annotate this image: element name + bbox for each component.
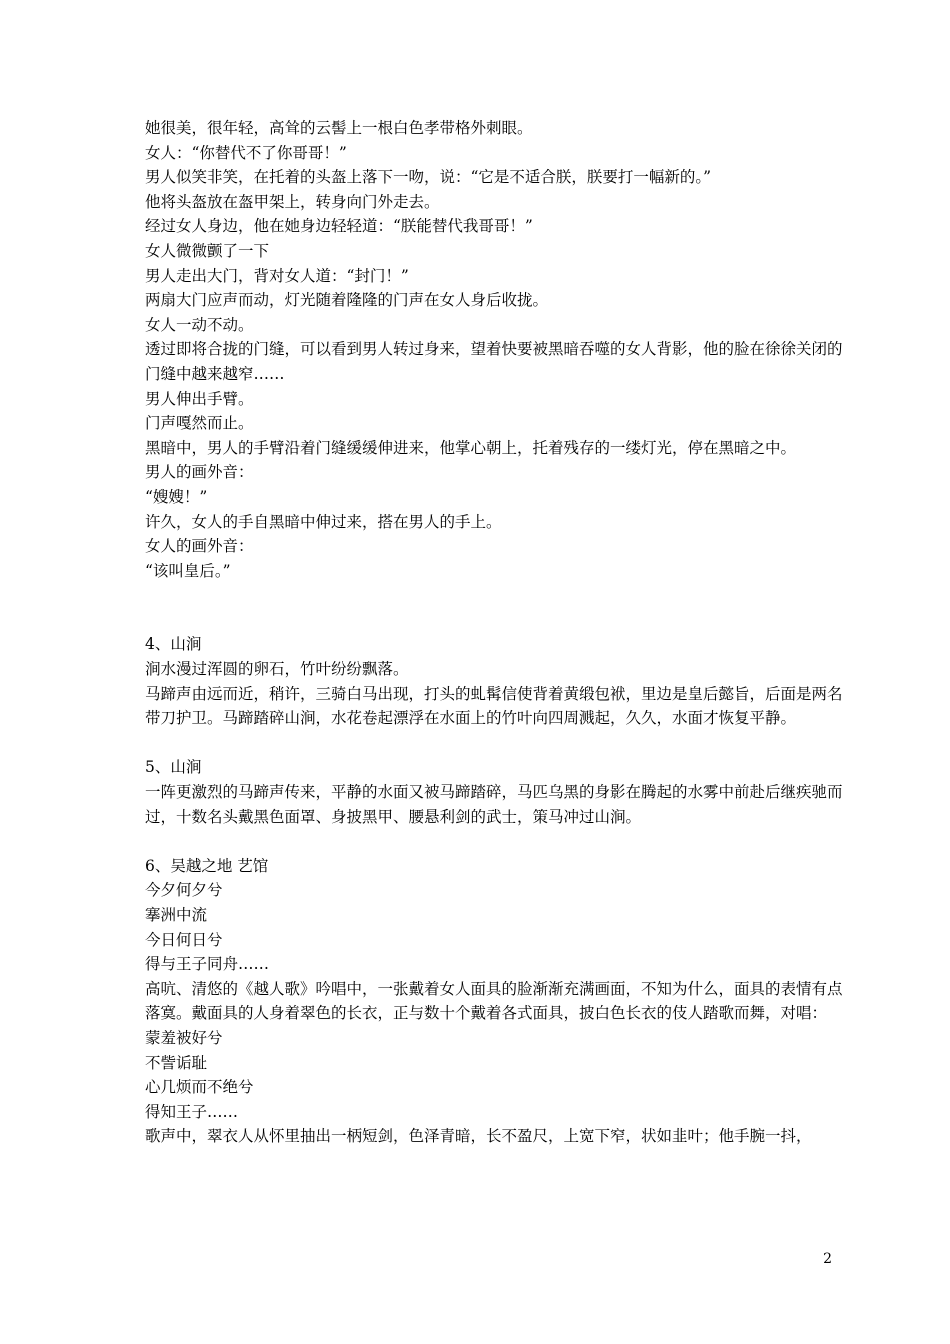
text-line: 不訾诟耻 <box>145 1053 208 1072</box>
text-line: 他将头盔放在盔甲架上，转身向门外走去。 <box>145 192 440 211</box>
text-line: 高吭、清悠的《越人歌》吟唱中，一张戴着女人面具的脸渐渐充满画面，不知为什么，面具的表情有点落寞。戴面具的人身着翠色的长衣，正与数十个戴着各式面具，披白色长衣的伎人踏歌而舞，对唱： <box>145 979 843 1023</box>
text-line: 得知王子…… <box>145 1102 239 1121</box>
text-line: 透过即将合拢的门缝，可以看到男人转过身来，望着快要被黑暗吞噬的女人背影，他的脸在徐徐关闭的门缝中越来越窄…… <box>145 340 843 383</box>
text-line: 女人：“你替代不了你哥哥！” <box>145 143 347 162</box>
text-line: 得与王子同舟…… <box>145 955 270 974</box>
text-line: 两扇大门应声而动，灯光随着隆隆的门声在女人身后收拢。 <box>145 291 549 310</box>
text-line: 黑暗中，男人的手臂沿着门缝缓缓伸进来，他掌心朝上，托着残存的一缕灯光，停在黑暗之中。 <box>145 438 797 457</box>
text-line: 一阵更激烈的马蹄声传来，平静的水面又被马蹄踏碎，马匹乌黑的身影在腾起的水雾中前赴后继疾驰而过，十数名头戴黑色面罩、身披黑甲、腰悬利剑的武士，策马冲过山涧。 <box>145 783 843 826</box>
page-number: 2 <box>823 1251 832 1267</box>
text-line: “嫂嫂！” <box>145 487 208 506</box>
text-line: 蒙羞被好兮 <box>145 1028 223 1047</box>
text-line: 门声嘎然而止。 <box>145 414 254 433</box>
page-body <box>145 116 857 1149</box>
text-line: 搴洲中流 <box>145 906 208 924</box>
text-line: 她很美，很年轻，高耸的云髻上一根白色孝带格外刺眼。 <box>145 119 533 137</box>
text-line: 女人一动不动。 <box>145 315 254 334</box>
text-line: 经过女人身边，他在她身边轻轻道：“朕能替代我哥哥！” <box>145 217 533 236</box>
text-line: 涧水漫过浑圆的卵石，竹叶纷纷飘落。 <box>145 660 409 679</box>
text-line: 心几烦而不绝兮 <box>145 1078 254 1097</box>
blank-line <box>145 608 857 633</box>
text-line: 女人的画外音： <box>145 537 254 556</box>
text-line: 今夕何夕兮 <box>145 881 223 900</box>
text-line: 马蹄声由远而近，稍许，三骑白马出现，打头的虬髯信使背着黄缎包袱，里边是皇后懿旨，后面是两名带刀护卫。马蹄踏碎山涧，水花卷起漂浮在水面上的竹叶向四周溅起，久久，水面才恢复平静。 <box>145 684 843 728</box>
text-line: 歌声中，翠衣人从怀里抽出一柄短剑，色泽青暗，长不盈尺，上宽下窄，状如韭叶；他手腕一抖， <box>145 1127 812 1146</box>
text-line: 男人似笑非笑，在托着的头盔上落下一吻，说：“它是不适合朕，朕要打一幅新的。” <box>145 168 712 187</box>
blank-line <box>145 829 857 854</box>
blank-line <box>145 583 857 608</box>
scene-heading: 5、山涧 <box>145 758 202 777</box>
text-line: 许久，女人的手自黑暗中伸过来，搭在男人的手上。 <box>145 512 502 531</box>
text-line: 女人微微颤了一下 <box>145 241 270 260</box>
text-line: 男人走出大门，背对女人道：“封门！” <box>145 266 409 285</box>
scene-heading: 4、山涧 <box>145 635 202 654</box>
blank-line <box>145 731 857 756</box>
scene-heading: 6、吴越之地 艺馆 <box>145 856 269 875</box>
text-line: 男人的画外音： <box>145 463 254 482</box>
text-line: “该叫皇后。” <box>145 561 231 580</box>
text-line: 今日何日兮 <box>145 930 223 949</box>
text-line: 男人伸出手臂。 <box>145 389 254 408</box>
